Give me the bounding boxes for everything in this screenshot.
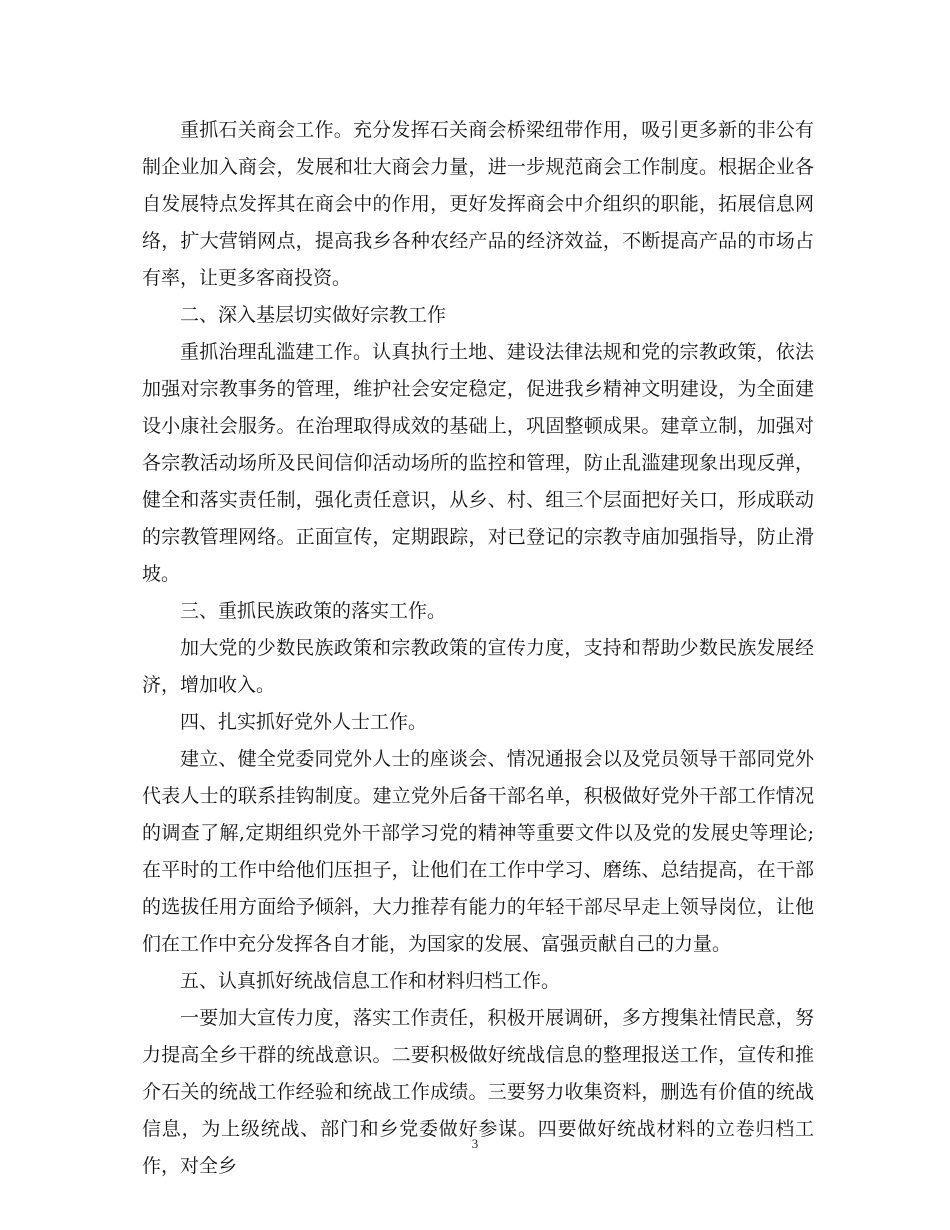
paragraph-non-party: 建立、健全党委同党外人士的座谈会、情况通报会以及党员领导干部同党外代表人士的联系挂钩制度。建立党外后备干部名单，积极做好党外干部工作情况的调查了解,定期组织党外干部学习党的精神等重要文件以及党的发展史等理论;在平时的工作中给他们压担子，让他们在工作中学习、磨练、总结提高，在干部的选拔任用方面给予倾斜，大力推荐有能力的年轻干部尽早走上领导岗位，让他们在工作中充分发挥各自才能，为国家的发展、富强贡献自己的力量。 [142, 748, 814, 955]
section-heading-ethnic-policy: 三、重抓民族政策的落实工作。 [180, 600, 447, 622]
paragraph-religion: 重抓治理乱滥建工作。认真执行土地、建设法律法规和党的宗教政策，依法加强对宗教事务的管理，维护社会安定稳定，促进我乡精神文明建设，为全面建设小康社会服务。在治理取得成效的基础上，巩固整顿成果。建章立制，加强对各宗教活动场所及民间信仰活动场所的监控和管理，防止乱滥建现象出现反弹，健全和落实责任制，强化责任意识，从乡、村、组三个层面把好关口，形成联动的宗教管理网络。正面宣传，定期跟踪，对已登记的宗教寺庙加强指导，防止滑坡。 [142, 341, 814, 585]
section-heading-information: 五、认真抓好统战信息工作和材料归档工作。 [180, 970, 561, 992]
section-heading-religion: 二、深入基层切实做好宗教工作 [180, 304, 447, 326]
paragraph-information: 一要加大宣传力度，落实工作责任，积极开展调研，多方搜集社情民意，努力提高全乡干群的统战意识。二要积极做好统战信息的整理报送工作，宣传和推介石关的统战工作经验和统战工作成绩。三要努力收集资料，删选有价值的统战信息，为上级统战、部门和乡党委做好参谋。四要做好统战材料的立卷归档工作，对全乡 [142, 1007, 814, 1177]
paragraph-ethnic-policy: 加大党的少数民族政策和宗教政策的宣传力度，支持和帮助少数民族发展经济，增加收入。 [142, 637, 814, 696]
document-body [142, 112, 814, 1185]
page-number: 3 [471, 1136, 479, 1151]
paragraph-chamber-of-commerce: 重抓石关商会工作。充分发挥石关商会桥梁纽带作用，吸引更多新的非公有制企业加入商会，发展和壮大商会力量，进一步规范商会工作制度。根据企业各自发展特点发挥其在商会中的作用，更好发挥商会中介组织的职能，拓展信息网络，扩大营销网点，提高我乡各种农经产品的经济效益，不断提高产品的市场占有率，让更多客商投资。 [142, 119, 814, 289]
section-heading-non-party: 四、扎实抓好党外人士工作。 [180, 711, 428, 733]
